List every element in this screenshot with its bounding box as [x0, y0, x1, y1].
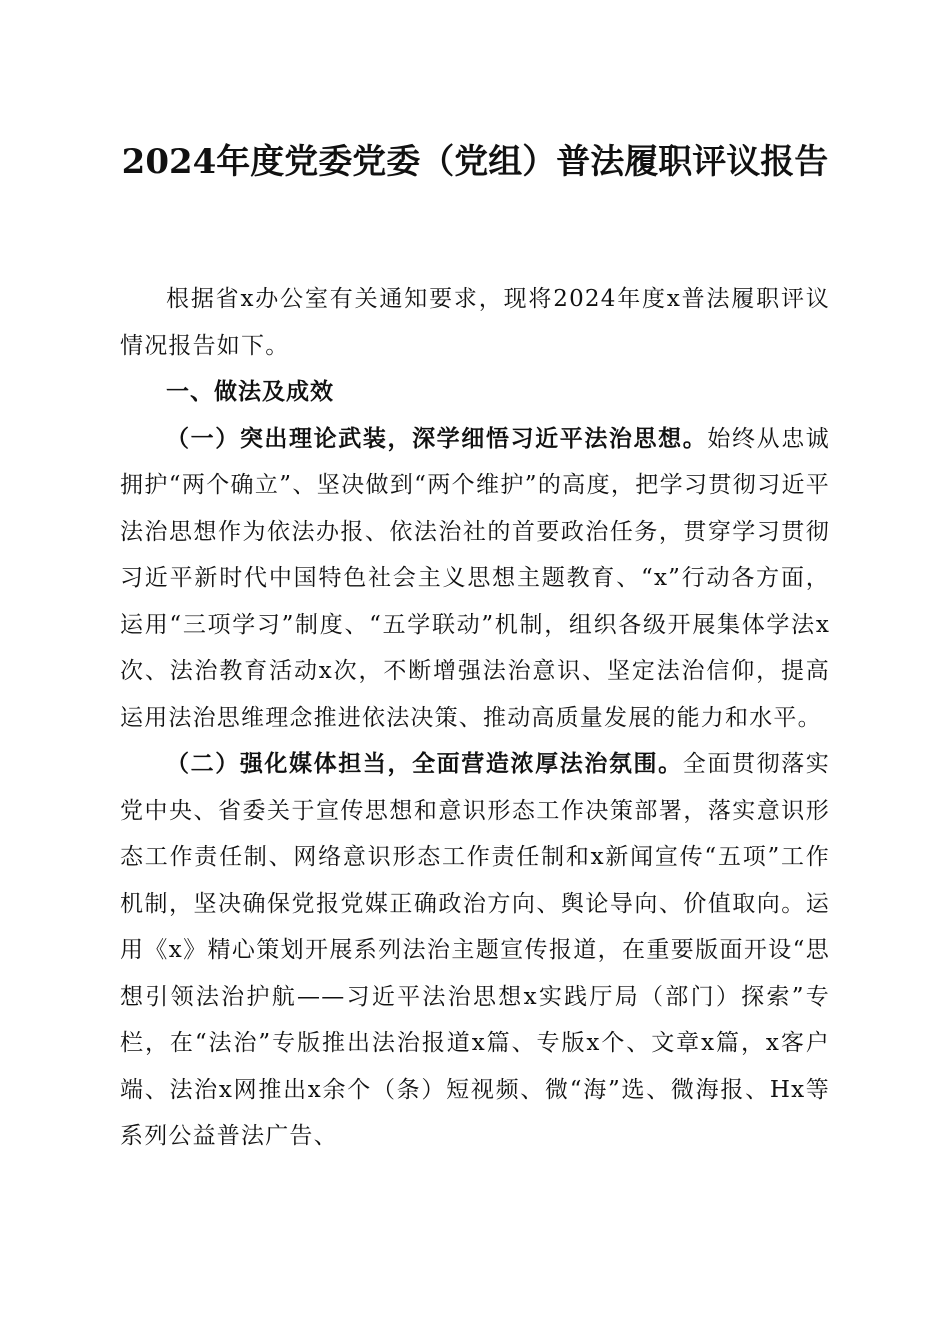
section-heading: 一、做法及成效 — [166, 379, 334, 405]
item-lead-2: （二）强化媒体担当，全面营造浓厚法治氛围。 — [166, 750, 683, 777]
document-body — [120, 276, 830, 1160]
intro-paragraph: 根据省x办公室有关通知要求，现将2024年度x普法履职评议情况报告如下。 — [120, 286, 830, 359]
document-title: 2024年度党委党委（党组）普法履职评议报告 — [121, 142, 829, 182]
item-paragraph-2 — [120, 741, 830, 1160]
item-paragraph-1 — [120, 416, 830, 742]
item-lead-1: （一）突出理论武装，深学细悟习近平法治思想。 — [166, 424, 708, 452]
item-text-2: 全面贯彻落实党中央、省委关于宣传思想和意识形态工作决策部署，落实意识形态工作责任制、网络意识形态工作责任制和x新闻宣传“五项”工作机制，坚决确保党报党媒正确政治方向、舆论导向、价值取向。运用《x》精心策划开展系列法治主题宣传报道，在重要版面开设“思想引领法治护航——习近平法治思想x实践厅局（部门）探索”专栏，在“法治”专版推出法治报道x篇、专版x个、文章x篇，x客户端、法治x网推出x余个（条）短视频、微“海”选、微海报、Hx等系列公益普法广告、 — [120, 751, 831, 1149]
item-text-1: 始终从忠诚拥护“两个确立”、坚决做到“两个维护”的高度，把学习贯彻习近平法治思想作为依法办报、依法治社的首要政治任务，贯穿学习贯彻习近平新时代中国特色社会主义思想主题教育、“x”行动各方面，运用“三项学习”制度、“五学联动”机制，组织各级开展集体学法x次、法治教育活动x次，不断增强法治意识、坚定法治信仰，提高运用法治思维理念推进依法决策、推动高质量发展的能力和水平。 — [120, 425, 831, 731]
